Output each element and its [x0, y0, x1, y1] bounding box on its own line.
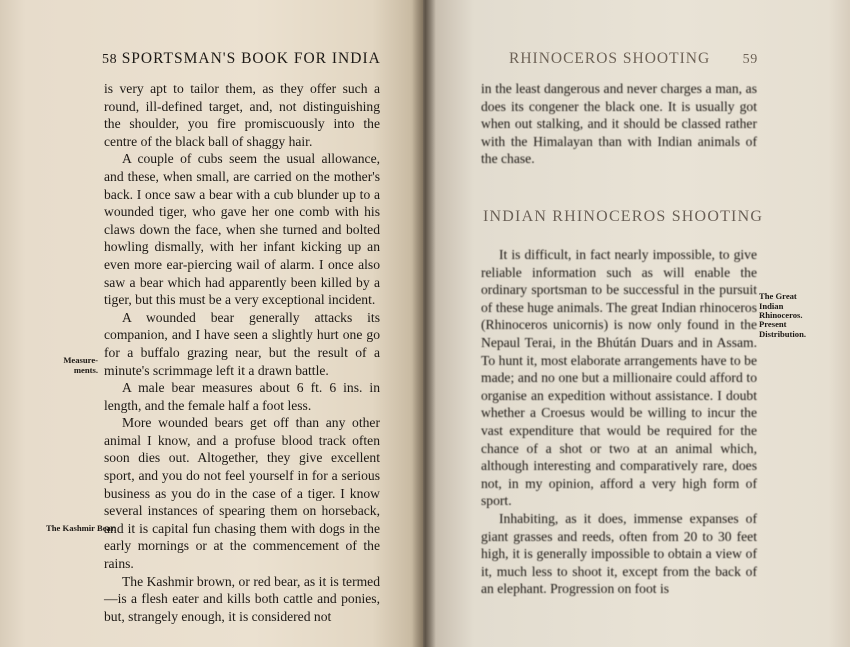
right-running-head-title: RHINOCEROS SHOOTING: [509, 50, 711, 67]
left-page-number: 58: [102, 52, 118, 67]
right-opening-text: [481, 80, 757, 168]
right-paragraph-1: It is difficult, in fact nearly impossible, to give reliable information such as will enable the ordinary sportsman to be successful in the pursuit of these huge animals. The great Indian rhinoceros (Rhinoceros unicornis) is now only found in the Nepaul Terai, in the Bhútán Duars and in Assam. To hunt it, most elaborate arrangements have to be made; and no one but a millionaire could afford to organise an expedition without assistance. I doubt whether a Croesus would be willing to incur the vast expenditure that would be required for the chance of a shot or two at an animal which, although interesting and comparatively rare, does not, in my opinion, afford a very high form of sport.: [481, 247, 757, 509]
right-paragraph-2: Inhabiting, as it does, immense expanses of giant grasses and reeds, often from 20 to 30 feet high, it is generally impossible to obtain a view of it, much less to shoot it, except from the back of an elephant. Progression on foot is: [481, 510, 757, 597]
left-page: [0, 0, 423, 647]
left-paragraph-4: A male bear measures about 6 ft. 6 ins. in length, and the female half a foot less.: [104, 380, 380, 413]
margin-note-kashmir-bear: The Kashmir Bear.: [46, 523, 116, 533]
left-paragraph-5: More wounded bears get off than any other animal I know, and a profuse blood track often soon dies out. Altogether, they give excellent sport, and you do not feel yourself in for a serious business as you do in the case of a tiger. I know several instances of spearing them on horseback, and it is capital fun chasing them with dogs in the early mornings or at the commencement of the rains.: [104, 415, 380, 572]
right-running-head: [509, 50, 758, 68]
margin-note-measurements: Measure-ments.: [63, 355, 98, 375]
left-paragraph-2: A couple of cubs seem the usual allowance, and these, when small, are carried on the mother's back. I once saw a bear with a cub blunder up to a wounded tiger, who gave her one comb with his claws down the face, when she turned and bolted howling dismally, with her infant kicking up an even more ear-piercing wail of alarm. I once also saw a bear which had apparently been killed by a tiger, but this must be a very exceptional incident.: [104, 151, 380, 308]
right-opening-paragraph: in the least dangerous and never charges a man, as does its congener the black one. It is usually got when out stalking, and it should be classed rather with the Himalayan than with Indian animals of the chase.: [481, 81, 757, 167]
book-gutter: [412, 0, 436, 647]
left-paragraph-6: The Kashmir brown, or red bear, as it is termed—is a flesh eater and kills both cattle and ponies, but, strangely enough, it is considered not: [104, 573, 380, 624]
left-paragraph-1: is very apt to tailor them, as they offer such a round, ill-defined target, and, not distinguishing the shoulder, you fire promiscuously into the centre of the black ball of shaggy hair.: [104, 81, 380, 149]
margin-note-distribution: Present Distribution.: [759, 319, 807, 339]
left-paragraph-3: A wounded bear generally attacks its companion, and I have seen a slightly hurt one go for a buffalo grazing near, but the result of a minute's scrimmage left it a drawn battle.: [104, 309, 380, 378]
section-title: INDIAN RHINOCEROS SHOOTING: [483, 208, 764, 225]
right-text-column: [481, 246, 757, 598]
right-page: [423, 0, 850, 647]
margin-note-great-rhino: The Great Indian Rhinoceros.: [759, 291, 803, 321]
right-page-number: 59: [742, 52, 758, 67]
left-text-column: [104, 80, 380, 625]
left-running-head: [102, 50, 381, 68]
left-running-head-title: SPORTSMAN'S BOOK FOR INDIA: [121, 50, 381, 67]
